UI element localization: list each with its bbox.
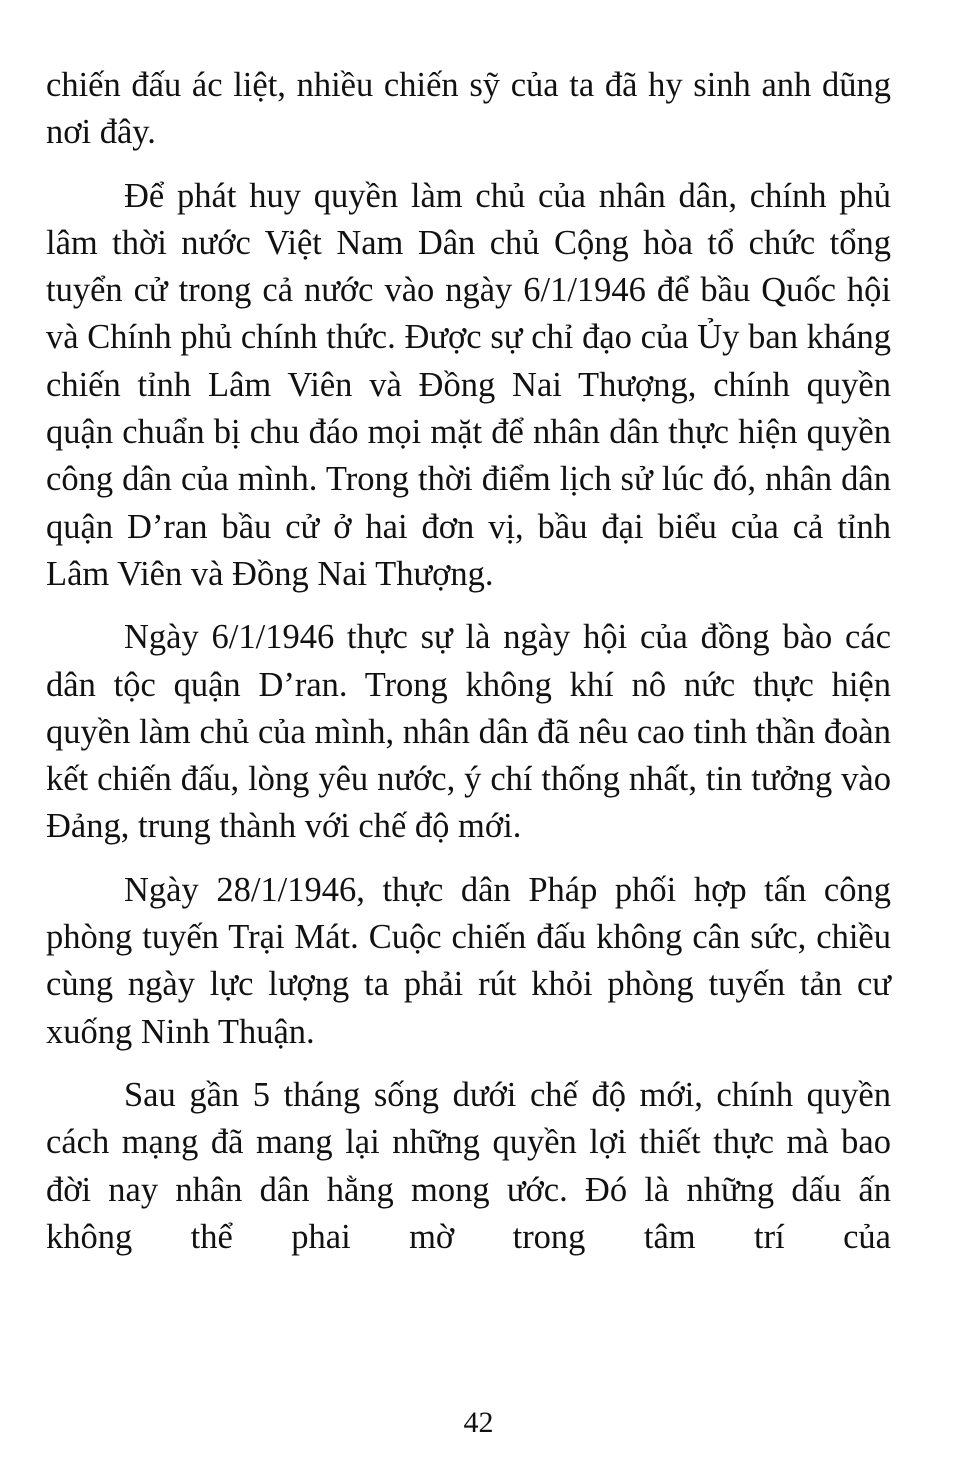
paragraph-general-election: Để phát huy quyền làm chủ của nhân dân, chính phủ lâm thời nước Việt Nam Dân chủ Cộng hòa tổ chức tổng tuyển cử trong cả nước vào ngày 6/1/1946 để bầu Quốc hội và Chính phủ chính thức. Được sự chỉ đạo của Ủy ban kháng chiến tỉnh Lâm Viên và Đồng Nai Thượng, chính quyền quận chuẩn bị chu đáo mọi mặt để nhân dân thực hiện quyền công dân của mình. Trong thời điểm lịch sử lúc đó, nhân dân quận D’ran bầu cử ở hai đơn vị, bầu đại biểu của cả tỉnh Lâm Viên và Đồng Nai Thượng.: [46, 176, 891, 593]
paragraph-french-attack: Ngày 28/1/1946, thực dân Pháp phối hợp tấn công phòng tuyến Trại Mát. Cuộc chiến đấu không cân sức, chiều cùng ngày lực lượng ta phải rút khỏi phòng tuyến tản cư xuống Ninh Thuận.: [46, 870, 891, 1051]
page-number: 42: [463, 1406, 494, 1439]
body-text: [46, 62, 891, 1261]
paragraph-election-day: Ngày 6/1/1946 thực sự là ngày hội của đồng bào các dân tộc quận D’ran. Trong không khí nô nức thực hiện quyền làm chủ của mình, nhân dân đã nêu cao tinh thần đoàn kết chiến đấu, lòng yêu nước, ý chí thống nhất, tin tưởng vào Đảng, trung thành với chế độ mới.: [46, 618, 891, 846]
paragraph-continuation: chiến đấu ác liệt, nhiều chiến sỹ của ta đã hy sinh anh dũng nơi đây.: [46, 66, 891, 152]
paragraph-new-regime: Sau gần 5 tháng sống dưới chế độ mới, chính quyền cách mạng đã mang lại những quyền lợi thiết thực mà bao đời nay nhân dân hằng mong ước. Đó là những dấu ấn không thể phai mờ trong tâm trí của: [46, 1075, 891, 1256]
